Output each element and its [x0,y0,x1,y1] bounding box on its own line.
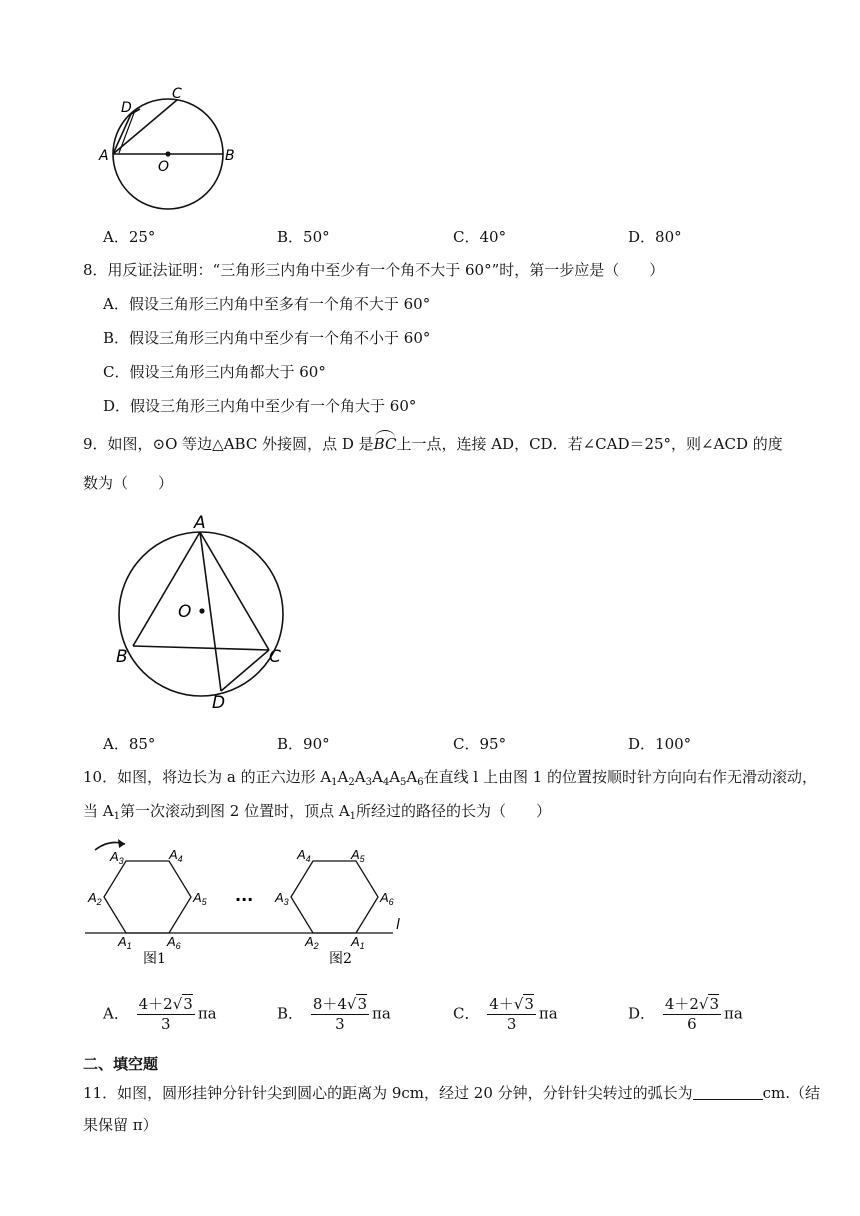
svg-text:A1: $A_1$ [118,934,132,951]
q9-label-a: A [194,513,206,533]
svg-text:A1: $A_1$ [351,934,365,951]
q8-option-a: A．假设三角形三内角中至多有一个角不大于 60° [103,295,431,313]
svg-text:A6: $A_6$ [167,934,181,951]
svg-text:A2: $A_2$ [88,890,102,907]
svg-text:A5: $A_5$ [351,847,365,864]
q7-label-b: B [225,148,235,164]
q7-option-a: A．25° [103,228,156,246]
q8-option-b: B．假设三角形三内角中至少有一个角不小于 60° [103,329,431,347]
q10-option-d: D． $\frac{4+2√3}{6}$ πa [628,995,743,1033]
q7-option-d: D．80° [628,228,682,246]
fig2-caption: 图2 [329,951,352,967]
q7-label-d: D [121,100,132,116]
fig1-caption: 图1 [143,951,166,967]
q11-stem: 11．如图，圆形挂钟分针针尖到圆心的距离为 9cm，经过 20 分钟，分针针尖转过的弧长为 cm.（结 [83,1084,821,1102]
q9-option-c: C．95° [453,735,507,753]
q9-option-a: A．85° [103,735,156,753]
line-l-label: l [396,917,400,933]
q8-option-d: D．假设三角形三内角中至少有一个角大于 60° [103,397,417,415]
ellipsis: ··· [235,890,254,909]
svg-text:A3: $A_3$ [110,849,124,866]
q7-label-o: O [158,159,170,175]
q8-option-c: C．假设三角形三内角都大于 60° [103,363,326,381]
svg-text:A4: $A_4$ [297,847,311,864]
svg-text:A5: $A_5$ [193,890,207,907]
q7-option-c: C．40° [453,228,507,246]
q9-option-b: B．90° [277,735,330,753]
q9-label-c: C [269,647,281,667]
svg-text:A2: $A_2$ [305,934,319,951]
q7-label-a: A [99,148,109,164]
q8-stem: 8．用反证法证明：“三角形三内角中至少有一个角不大于 60°”时，第一步应是（ ） [83,261,665,279]
q11-stem-line2: 果保留 π） [83,1116,158,1134]
q9-figure [110,510,300,715]
q9-stem: 9．如图，⊙O 等边△ABC 外接圆，点 D 是BC上一点，连接 AD，CD．若∠CAD＝25°，则∠ACD 的度 [83,435,783,453]
q10-option-c: C． $\frac{4+√3}{3}$ πa [453,995,558,1033]
q9-label-b: B [116,647,128,667]
q7-option-b: B．50° [277,228,330,246]
q10-option-b: B． $\frac{8+4√3}{3}$ πa [277,995,391,1033]
svg-text:A6: $A_6$ [380,890,394,907]
q9-option-d: D．100° [628,735,692,753]
q9-label-o: O [178,602,192,622]
q9-stem-line2: 数为（ ） [83,474,174,492]
arc-bc: BC [373,435,397,453]
q10-option-a: A． $\frac{4+2√3}{3}$ πa [103,995,217,1033]
q10-figure [85,835,415,970]
svg-text:A4: $A_4$ [169,847,183,864]
svg-text:A3: $A_3$ [275,890,289,907]
q7-figure [95,85,255,215]
q9-label-d: D [212,693,226,713]
answer-blank[interactable] [693,1085,763,1100]
q10-stem: 10．如图，将边长为 a 的正六边形 $A_1A_2A_3A_4A_5A_6$在直线 l 上由图 1 的位置按顺时针方向向右作无滑动滚动， [83,768,818,788]
q10-stem-line2: 当 $A_1$第一次滚动到图 2 位置时，顶点 $A_1$所经过的路径的长为（ ） [83,802,552,822]
q7-label-c: C [172,86,182,102]
section-heading: 二、填空题 [83,1055,159,1073]
